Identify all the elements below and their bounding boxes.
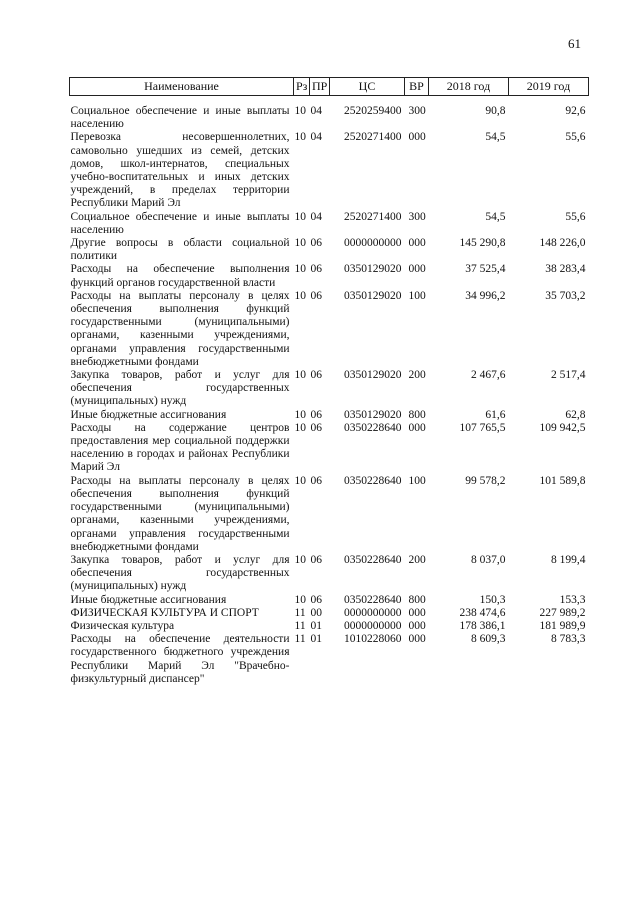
- table-row: [70, 237, 589, 263]
- cell-2018: 37 525,4: [465, 263, 506, 276]
- cell-cs: 2520271400: [344, 210, 402, 223]
- cell-pr: 06: [310, 421, 322, 434]
- cell-name: Другие вопросы в области социальной политики: [70, 237, 290, 263]
- cell-pr: 04: [310, 131, 322, 144]
- header-pr: ПР: [310, 78, 330, 96]
- cell-2019: 62,8: [565, 408, 586, 421]
- cell-cs: 0350228640: [344, 421, 402, 434]
- cell-name: Расходы на обеспечение деятельности государственного бюджетного учреждения Республики Марий Эл "Врачебно-физкультурный диспансер": [70, 633, 290, 685]
- table-row: [70, 211, 589, 237]
- cell-2019: 148 226,0: [539, 237, 586, 250]
- cell-vr: 000: [408, 263, 426, 276]
- cell-vr: 000: [408, 131, 426, 144]
- table-row: [70, 554, 589, 594]
- cell-rz: 10: [294, 289, 306, 302]
- cell-cs: 2520271400: [344, 131, 402, 144]
- cell-name: Расходы на содержание центров предоставления мер социальной поддержки населению в городах и районах Республики Марий Эл: [70, 421, 290, 474]
- table-row: [70, 409, 589, 422]
- cell-cs: 0000000000: [344, 606, 402, 619]
- cell-2018: 107 765,5: [459, 421, 506, 434]
- cell-rz: 11: [294, 633, 306, 646]
- cell-cs: 0350129020: [344, 263, 402, 276]
- cell-vr: 800: [408, 408, 426, 421]
- cell-name: Социальное обеспечение и иные выплаты населению: [70, 105, 290, 131]
- cell-vr: 300: [408, 210, 426, 223]
- cell-cs: 0350129020: [344, 369, 402, 382]
- table-row: [70, 290, 589, 369]
- cell-cs: 2520259400: [344, 105, 402, 117]
- table-row: [70, 131, 589, 210]
- cell-rz: 11: [294, 606, 306, 619]
- cell-2019: 55,6: [565, 210, 586, 223]
- table-row: [70, 475, 589, 554]
- cell-name: ФИЗИЧЕСКАЯ КУЛЬТУРА И СПОРТ: [70, 606, 259, 619]
- cell-2018: 145 290,8: [459, 237, 506, 250]
- cell-rz: 10: [294, 210, 306, 223]
- table-row: [70, 105, 589, 131]
- cell-cs: 0350129020: [344, 289, 402, 302]
- cell-rz: 10: [294, 131, 306, 144]
- cell-2019: 153,3: [559, 593, 586, 606]
- header-year-2018: 2018 год: [429, 78, 509, 96]
- cell-vr: 000: [408, 421, 426, 434]
- header-name: Наименование: [70, 78, 294, 96]
- cell-pr: 04: [310, 105, 322, 117]
- cell-2018: 54,5: [485, 210, 506, 223]
- cell-name: Закупка товаров, работ и услуг для обеспечения государственных (муниципальных) нужд: [70, 369, 290, 408]
- cell-rz: 10: [294, 105, 306, 117]
- cell-rz: 10: [294, 553, 306, 566]
- table-row: [70, 422, 589, 475]
- cell-2018: 178 386,1: [459, 619, 506, 632]
- cell-rz: 10: [294, 369, 306, 382]
- cell-vr: 000: [408, 633, 426, 646]
- cell-vr: 300: [408, 105, 426, 117]
- cell-pr: 06: [310, 369, 322, 382]
- header-year-2019: 2019 год: [509, 78, 589, 96]
- cell-pr: 06: [310, 593, 322, 606]
- cell-2018: 150,3: [479, 593, 506, 606]
- cell-pr: 01: [310, 633, 322, 646]
- table-body: [70, 105, 589, 686]
- table-row: [70, 263, 589, 289]
- cell-rz: 10: [294, 421, 306, 434]
- cell-2019: 55,6: [565, 131, 586, 144]
- header-cs: ЦС: [330, 78, 405, 96]
- cell-cs: 0000000000: [344, 619, 402, 632]
- cell-rz: 10: [294, 263, 306, 276]
- cell-vr: 200: [408, 553, 426, 566]
- table-row: [70, 620, 589, 633]
- table-row: [70, 633, 589, 686]
- cell-2019: 2 517,4: [551, 369, 586, 382]
- cell-vr: 000: [408, 619, 426, 632]
- cell-pr: 06: [310, 237, 322, 250]
- cell-2019: 38 283,4: [545, 263, 586, 276]
- cell-pr: 01: [310, 619, 322, 632]
- header-vr: ВР: [405, 78, 429, 96]
- cell-cs: 0350228640: [344, 553, 402, 566]
- cell-2018: 99 578,2: [465, 474, 506, 487]
- cell-name: Перевозка несовершеннолетних, самовольно ушедших из семей, детских домов, школ-интернатов, специальных учебно-воспитательных и иных детских учреждений, в пределах территории Республики Марий Эл: [70, 131, 290, 210]
- cell-2019: 35 703,2: [545, 289, 586, 302]
- cell-rz: 10: [294, 237, 306, 250]
- cell-2019: 101 589,8: [539, 474, 586, 487]
- cell-name: Закупка товаров, работ и услуг для обеспечения государственных (муниципальных) нужд: [70, 553, 290, 593]
- cell-vr: 100: [408, 289, 426, 302]
- cell-2018: 8 037,0: [471, 553, 506, 566]
- cell-vr: 000: [408, 606, 426, 619]
- cell-cs: 0350129020: [344, 408, 402, 421]
- cell-name: Расходы на выплаты персоналу в целях обеспечения выполнения функций государственными (муниципальными) органами, казенными учреждениями, органами управления государственными внебюджетными фондами: [70, 474, 290, 553]
- cell-2019: 8 783,3: [551, 633, 586, 646]
- cell-pr: 06: [310, 474, 322, 487]
- cell-vr: 000: [408, 237, 426, 250]
- cell-rz: 10: [294, 474, 306, 487]
- cell-cs: 0350228640: [344, 593, 402, 606]
- cell-cs: 1010228060: [344, 633, 402, 646]
- cell-2019: 227 989,2: [539, 606, 586, 619]
- cell-2018: 2 467,6: [471, 369, 506, 382]
- cell-name: Социальное обеспечение и иные выплаты населению: [70, 210, 290, 236]
- cell-cs: 0000000000: [344, 237, 402, 250]
- cell-name: Иные бюджетные ассигнования: [70, 408, 227, 421]
- cell-pr: 04: [310, 210, 322, 223]
- cell-rz: 10: [294, 593, 306, 606]
- table-header: [70, 78, 589, 106]
- page-number: 61: [568, 36, 581, 51]
- cell-pr: 06: [310, 553, 322, 566]
- cell-vr: 200: [408, 369, 426, 382]
- cell-pr: 06: [310, 408, 322, 421]
- cell-2018: 238 474,6: [459, 606, 506, 619]
- cell-2019: 8 199,4: [551, 553, 586, 566]
- cell-pr: 06: [310, 289, 322, 302]
- cell-2018: 61,6: [485, 408, 506, 421]
- cell-2018: 8 609,3: [471, 633, 506, 646]
- cell-2018: 54,5: [485, 131, 506, 144]
- cell-name: Расходы на выплаты персоналу в целях обеспечения выполнения функций государственными (муниципальными) органами, казенными учреждениями, органами управления государственными внебюджетными фондами: [70, 289, 290, 368]
- cell-2018: 34 996,2: [465, 289, 506, 302]
- cell-name: Иные бюджетные ассигнования: [70, 593, 227, 606]
- cell-pr: 00: [310, 606, 322, 619]
- cell-cs: 0350228640: [344, 474, 402, 487]
- cell-pr: 06: [310, 263, 322, 276]
- cell-vr: 100: [408, 474, 426, 487]
- cell-vr: 800: [408, 593, 426, 606]
- cell-rz: 10: [294, 408, 306, 421]
- header-rz: Рз: [294, 78, 310, 96]
- cell-2019: 109 942,5: [539, 421, 586, 434]
- table-row: [70, 607, 589, 620]
- cell-2018: 90,8: [485, 105, 506, 117]
- cell-name: Расходы на обеспечение выполнения функций органов государственной власти: [70, 263, 290, 289]
- table-row: [70, 594, 589, 607]
- cell-2019: 92,6: [565, 105, 586, 117]
- budget-table: [69, 77, 589, 686]
- cell-rz: 11: [294, 619, 306, 632]
- cell-name: Физическая культура: [70, 619, 175, 632]
- table-row: [70, 369, 589, 409]
- cell-2019: 181 989,9: [539, 619, 586, 632]
